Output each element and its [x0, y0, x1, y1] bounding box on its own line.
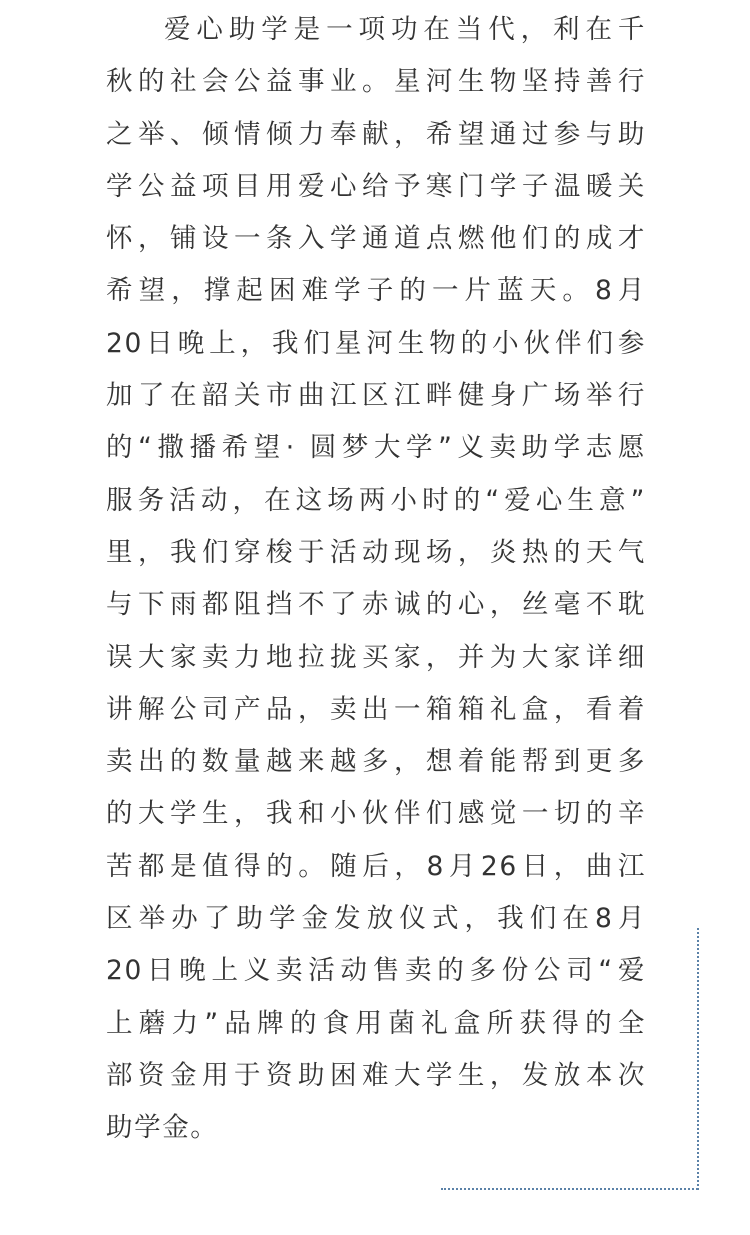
paragraph-line: 上蘑力”品牌的食用菌礼盒所获得的全 [106, 1007, 646, 1039]
paragraph-line: 助学金。 [106, 1112, 219, 1144]
paragraph-line: 服务活动，在这场两小时的“爱心生意” [106, 484, 646, 516]
paragraph-line: 误大家卖力地拉拢买家，并为大家详细 [106, 641, 646, 673]
paragraph-line: 的大学生，我和小伙伴们感觉一切的辛 [106, 798, 646, 830]
paragraph-line: 卖出的数量越来越多，想着能帮到更多 [106, 746, 646, 778]
paragraph-line: 20日晚上，我们星河生物的小伙伴们参 [106, 327, 646, 359]
paragraph-line: 秋的社会公益事业。星河生物坚持善行 [106, 66, 646, 98]
paragraph-line: 里，我们穿梭于活动现场，炎热的天气 [106, 536, 646, 568]
paragraph-line: 怀，铺设一条入学通道点燃他们的成才 [106, 223, 646, 255]
paragraph-line: 加了在韶关市曲江区江畔健身广场举行 [106, 380, 646, 412]
paragraph-line: 爱心助学是一项功在当代，利在千 [164, 14, 646, 45]
decorative-frame-vertical-line [697, 928, 699, 1190]
article-paragraph [106, 4, 646, 1155]
paragraph-line: 的“撒播希望· 圆梦大学”义卖助学志愿 [106, 432, 646, 464]
paragraph-line: 部资金用于资助困难大学生，发放本次 [106, 1059, 646, 1091]
paragraph-line: 20日晚上义卖活动售卖的多份公司“爱 [106, 955, 646, 987]
decorative-frame-horizontal-line [441, 1188, 698, 1190]
paragraph-line: 学公益项目用爱心给予寒门学子温暖关 [106, 170, 646, 202]
paragraph-line: 与下雨都阻挡不了赤诚的心，丝毫不耽 [106, 589, 646, 621]
paragraph-line: 希望，撑起困难学子的一片蓝天。8月 [106, 275, 646, 307]
paragraph-line: 区举办了助学金发放仪式，我们在8月 [106, 903, 646, 935]
paragraph-line: 讲解公司产品，卖出一箱箱礼盒，看着 [106, 693, 646, 725]
paragraph-line: 之举、倾情倾力奉献，希望通过参与助 [106, 118, 646, 150]
paragraph-line: 苦都是值得的。随后，8月26日，曲江 [106, 850, 646, 882]
